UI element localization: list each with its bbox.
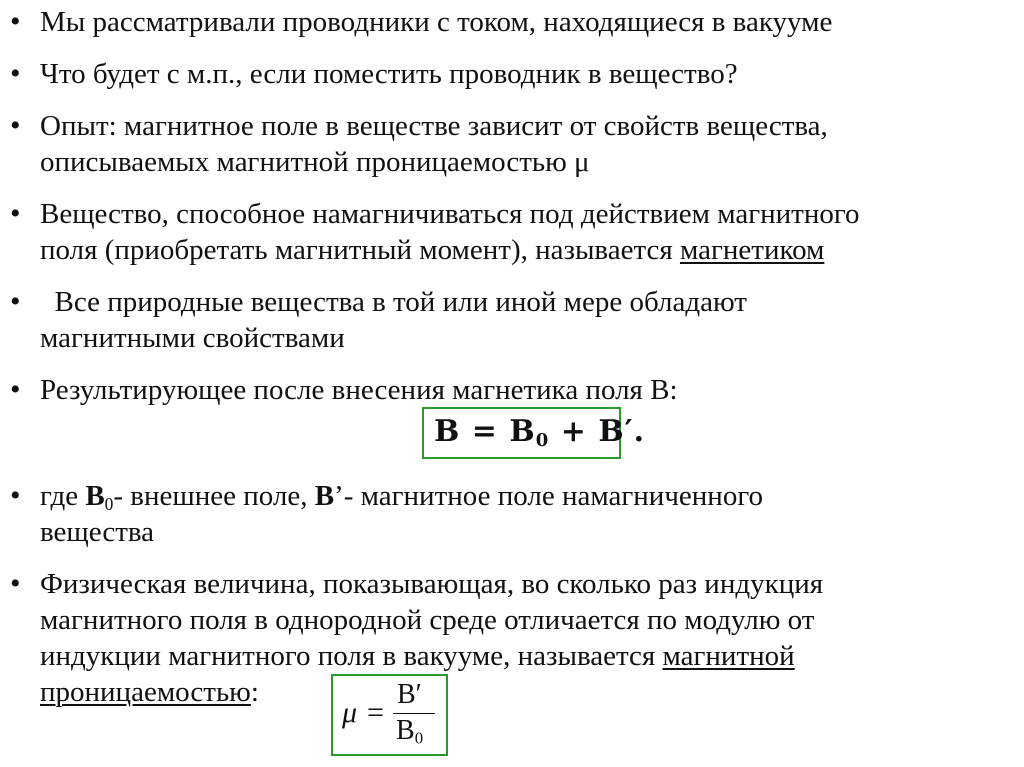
bullet-marker: •	[10, 567, 21, 600]
fraction-numerator: B′	[397, 679, 422, 710]
bullet-8-line-3	[40, 638, 1010, 674]
bullet-marker: •	[10, 285, 21, 318]
bullet-marker: •	[10, 373, 21, 406]
bullet-7-mid: - внешнее поле,	[113, 480, 315, 512]
formula-b0-subscript: 0	[535, 430, 550, 452]
formula-equals: =	[367, 696, 384, 729]
bullet-7-line-2: вещества	[40, 516, 155, 548]
bullet-text	[40, 566, 1010, 710]
bullet-8-colon: :	[250, 676, 259, 708]
formula-b-prime: B′	[598, 414, 634, 449]
fraction-denominator-b: B	[396, 715, 415, 746]
formula-resultant-field-text	[434, 412, 645, 452]
bullet-4-line-2-text: поля (приобретать магнитный момент), называется	[40, 234, 680, 266]
bullet-text	[40, 372, 1010, 408]
bullet-marker: •	[10, 57, 21, 90]
bullet-8-line-3-text: индукции магнитного поля в вакууме, называется	[40, 640, 663, 672]
bullet-3-line-1: Опыт: магнитное поле в веществе зависит от свойств вещества,	[40, 110, 828, 142]
bullet-5-line-2: магнитными свойствами	[40, 322, 345, 354]
bullet-8-line-1: Физическая величина, показывающая, во сколько раз индукция	[40, 568, 824, 600]
bullet-text	[40, 56, 1010, 92]
bullet-3-line-2: описываемых магнитной проницаемостью μ	[40, 146, 590, 178]
bullet-7-prefix: где	[40, 480, 86, 512]
fraction-denominator	[396, 716, 423, 746]
bullet-marker: •	[10, 479, 21, 512]
symbol-b0-subscript: 0	[104, 493, 114, 514]
symbol-b0: B	[85, 480, 105, 512]
bullet-4-line-2	[40, 232, 1010, 268]
bullet-8-line-4	[40, 674, 1010, 710]
formula-equals: =	[460, 414, 510, 449]
term-permeability-part-2: проницаемостью	[40, 676, 251, 708]
bullet-4-line-1: Вещество, способное намагничиваться под действием магнитного	[40, 198, 860, 230]
fraction-bar	[393, 713, 435, 714]
bullet-text	[40, 108, 1010, 180]
bullet-5-line-1: Все природные вещества в той или иной мере обладают	[40, 286, 747, 318]
formula-b0: B	[509, 414, 536, 449]
bullet-text	[40, 4, 1010, 40]
formula-resultant-field	[422, 407, 646, 459]
bullet-marker: •	[10, 109, 21, 142]
term-permeability-part-1: магнитной	[662, 640, 795, 672]
bullet-1-text: Мы рассматривали проводники с током, находящиеся в вакууме	[40, 6, 833, 38]
formula-b: B	[434, 414, 461, 449]
bullet-8-line-2: магнитного поля в однородной среде отличается по модулю от	[40, 604, 815, 636]
symbol-b-prime: B	[314, 480, 335, 512]
bullet-text	[40, 196, 1010, 268]
symbol-mu: μ	[342, 696, 358, 729]
bullet-7-suffix: ’- магнитное поле намагниченного	[334, 480, 763, 512]
formula-permeability	[331, 674, 448, 756]
formula-plus: +	[549, 414, 599, 449]
bullet-marker: •	[10, 197, 21, 230]
term-magnetic: магнетиком	[679, 234, 825, 266]
fraction-denominator-subscript: 0	[414, 728, 424, 748]
formula-period: .	[633, 414, 646, 449]
bullet-6-text: Результирующее после внесения магнетика поля B:	[40, 374, 678, 406]
bullet-marker: •	[10, 5, 21, 38]
bullet-2-text: Что будет с м.п., если поместить проводник в вещество?	[40, 58, 738, 90]
bullet-text	[40, 284, 1010, 356]
bullet-text	[40, 478, 1010, 550]
bullet-7-line-1	[40, 478, 1010, 514]
